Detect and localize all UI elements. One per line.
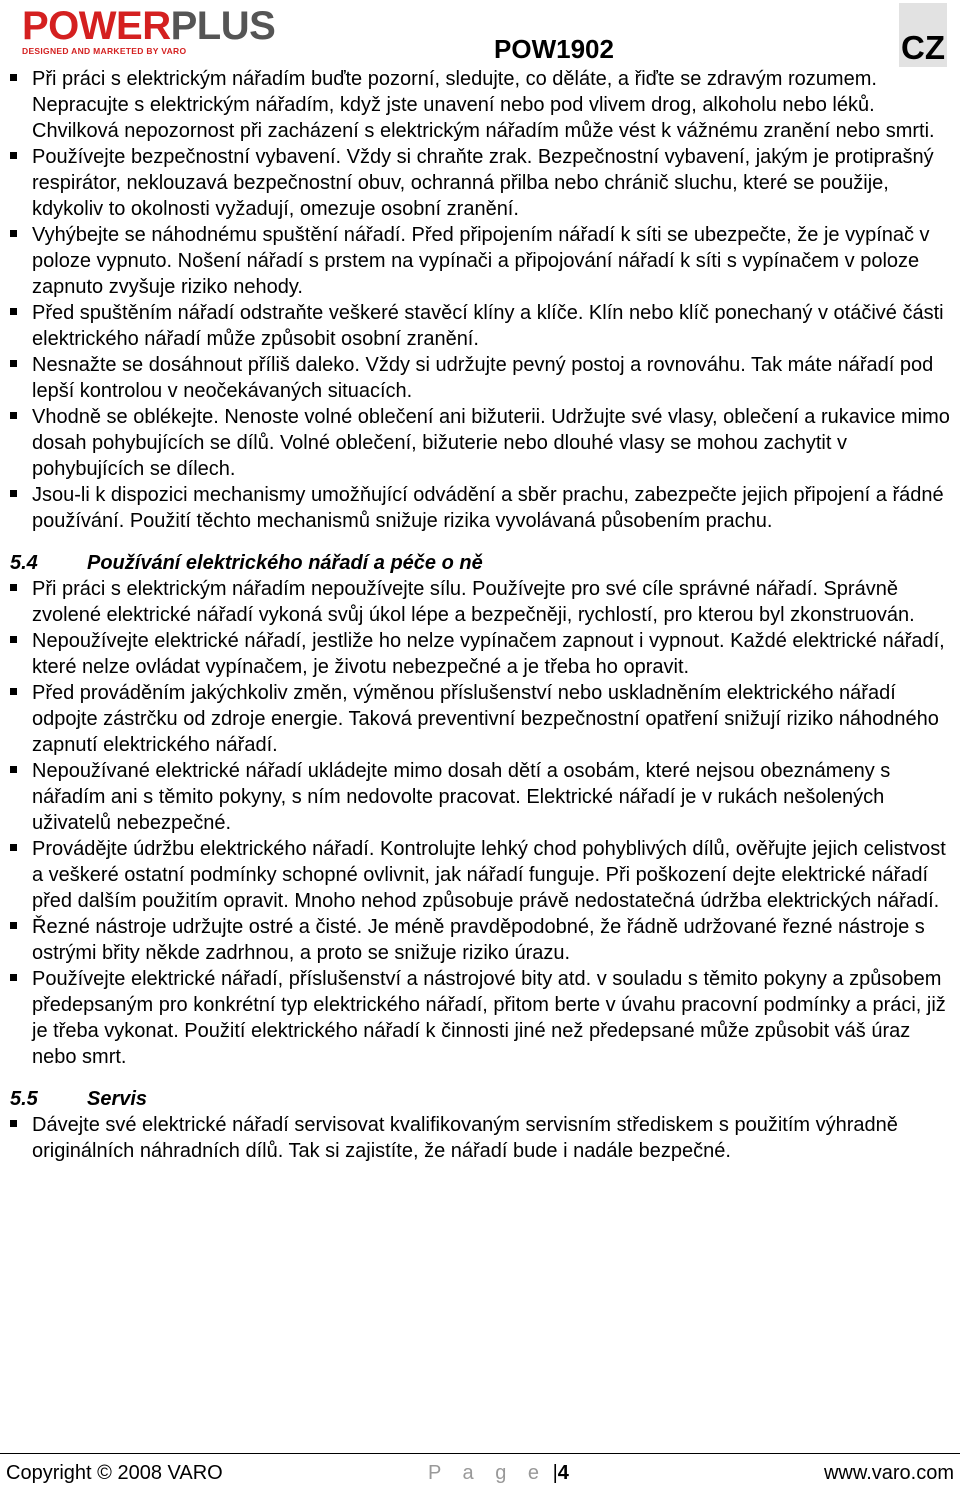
list-item: Při práci s elektrickým nářadím nepoužívejte sílu. Používejte pro své cíle správné nářadí. Správně zvolené elektrické nářadí vykoná svůj úkol lépe a bezpečněji, rychlostí, pro kterou byl zkonstruován. bbox=[10, 576, 952, 628]
section-number: 5.5 bbox=[10, 1088, 38, 1110]
copyright-text: Copyright © 2008 VARO bbox=[6, 1462, 223, 1484]
logo-tagline: DESIGNED AND MARKETED BY VARO bbox=[22, 46, 187, 56]
page-label: P a g e bbox=[428, 1462, 548, 1484]
list-item: Řezné nástroje udržujte ostré a čisté. Je méně pravděpodobné, že řádně udržované řezné nástroje s ostrými břity někde zadrhnou, a proto se snižuje riziko úrazu. bbox=[10, 914, 952, 966]
page-footer bbox=[0, 1460, 960, 1486]
list-item: Jsou-li k dispozici mechanismy umožňující odvádění a sběr prachu, zabezpečte jejich připojení a řádné používání. Použití těchto mechanismů snižuje rizika vyvolávaná působením prachu. bbox=[10, 482, 952, 534]
list-item: Nepoužívané elektrické nářadí ukládejte mimo dosah dětí a osobám, které nejsou obeznámeny s nářadím ani s těmito pokyny, s ním nedovolte pracovat. Elektrické nářadí je v rukách nešolených uživatelů nebezpečné. bbox=[10, 758, 952, 836]
section-heading-5-4 bbox=[10, 550, 952, 576]
list-item: Vyhýbejte se náhodnému spuštění nářadí. Před připojením nářadí k síti se ubezpečte, že je vypínač v poloze vypnuto. Nošení nářadí s prstem na vypínači a připojování nářadí k síti s vypínačem v poloze zapnuto zvyšuje riziko nehody. bbox=[10, 222, 952, 300]
list-item: Dávejte své elektrické nářadí servisovat kvalifikovaným servisním střediskem s použitím výhradně originálních náhradních dílů. Tak si zajistíte, že nářadí bude i nadále bezpečné. bbox=[10, 1112, 952, 1164]
list-item: Používejte bezpečnostní vybavení. Vždy si chraňte zrak. Bezpečnostní vybavení, jakým je protiprašný respirátor, neklouzavá bezpečnostní obuv, ochranná přilba nebo chránič sluchu, které se použije, kdykoliv to okolnosti vyžadují, omezuje osobní zranění. bbox=[10, 144, 952, 222]
section-title: Používání elektrického nářadí a péče o ně bbox=[87, 552, 483, 574]
powerplus-logo bbox=[22, 4, 352, 56]
logo-power-text: POWER bbox=[22, 4, 171, 48]
list-item: Provádějte údržbu elektrického nářadí. Kontrolujte lehký chod pohyblivých dílů, ověřujte jejich celistvost a veškeré ostatní podmínky schopné ovlivnit, jak nářadí funguje. Při poškození dejte elektrické nářadí před dalším použitím opravit. Mnoho nehod způsobuje právě nedostatečná údržba elektrických nářadí. bbox=[10, 836, 952, 914]
page-header bbox=[0, 0, 960, 66]
website-link[interactable]: www.varo.com bbox=[823, 1462, 954, 1484]
section-number: 5.4 bbox=[10, 552, 38, 574]
page-number: 4 bbox=[557, 1462, 569, 1484]
language-code: CZ bbox=[901, 29, 945, 66]
list-item: Před prováděním jakýchkoliv změn, výměnou příslušenství nebo uskladněním elektrického nářadí odpojte zástrčku od zdroje energie. Taková preventivní bezpečnostní opatření snižují riziko náhodného zapnutí elektrického nářadí. bbox=[10, 680, 952, 758]
list-item: Před spuštěním nářadí odstraňte veškeré stavěcí klíny a klíče. Klín nebo klíč ponechaný v otáčivé části elektrického nářadí může způsobit osobní zranění. bbox=[10, 300, 952, 352]
footer-divider bbox=[0, 1453, 960, 1454]
list-item: Používejte elektrické nářadí, příslušenství a nástrojové bity atd. v souladu s těmito pokyny a způsobem předepsaným pro konkrétní typ elektrického nářadí, přitom berte v úvahu pracovní podmínky a práci, již je třeba vykonat. Použití elektrického nářadí k činnosti jiné než předepsané může způsobit váš úraz nebo smrt. bbox=[10, 966, 952, 1070]
page-content bbox=[10, 66, 952, 1164]
list-item: Nepoužívejte elektrické nářadí, jestliže ho nelze vypínačem zapnout i vypnout. Každé elektrické nářadí, které nelze ovládat vypínačem, je životu nebezpečné a je třeba ho opravit. bbox=[10, 628, 952, 680]
list-item: Vhodně se oblékejte. Nenoste volné oblečení ani bižuterii. Udržujte své vlasy, oblečení a rukavice mimo dosah pohybujících se dílů. Volné oblečení, bižuterie nebo dlouhé vlasy se mohou zachytit v pohybujících se dílech. bbox=[10, 404, 952, 482]
logo-plus-text: PLUS bbox=[170, 4, 276, 48]
list-item: Při práci s elektrickým nářadím buďte pozorní, sledujte, co děláte, a řiďte se zdravým rozumem. Nepracujte s elektrickým nářadím, když jste unavení nebo pod vlivem drog, alkoholu nebo léků. Chvilková nepozornost při zacházení s elektrickým nářadím může vést k vážnému zranění nebo smrti. bbox=[10, 66, 952, 144]
section-heading-5-5 bbox=[10, 1086, 952, 1112]
section-title: Servis bbox=[87, 1088, 148, 1110]
page-indicator bbox=[428, 1460, 569, 1486]
model-number: POW1902 bbox=[494, 34, 614, 64]
page-separator: | bbox=[552, 1462, 558, 1484]
list-item: Nesnažte se dosáhnout příliš daleko. Vždy si udržujte pevný postoj a rovnováhu. Tak máte nářadí pod lepší kontrolou v neočekávaných situacích. bbox=[10, 352, 952, 404]
